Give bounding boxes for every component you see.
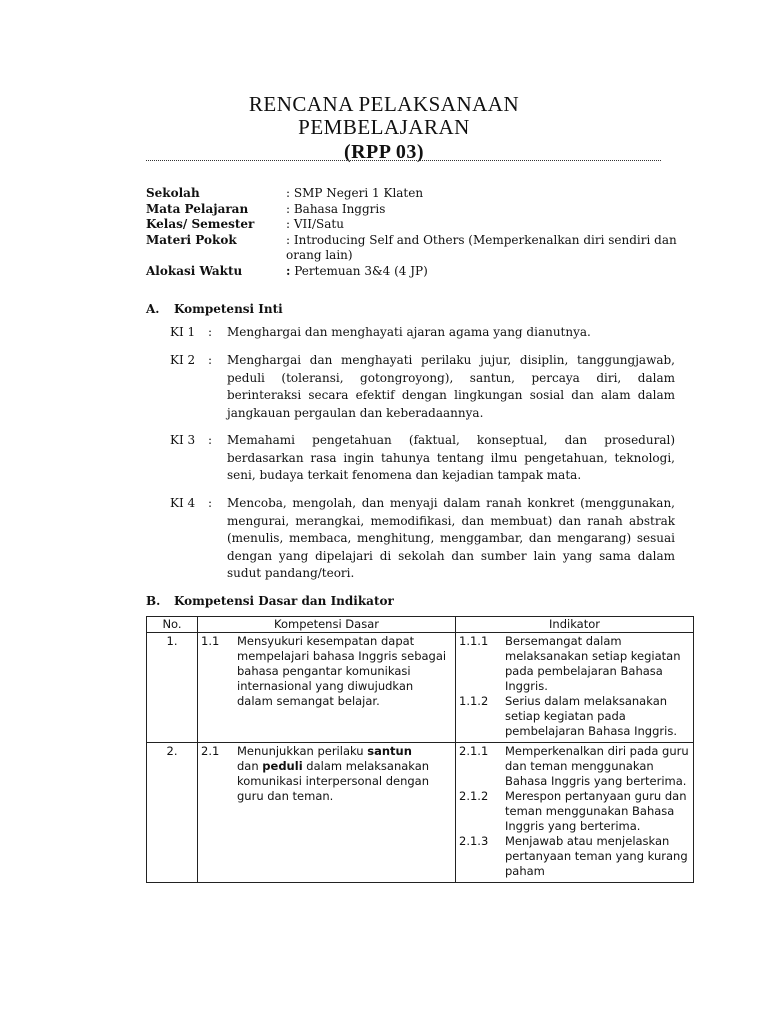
section-b-heading [146, 594, 394, 608]
kd-item [201, 744, 452, 804]
indicator-text: Bersemangat dalam melaksanakan setiap kegiatan pada pembelajaran Bahasa Inggris. [505, 634, 681, 693]
table-row [147, 633, 694, 743]
ki-text: Mencoba, mengolah, dan menyaji dalam ranah konkret (menggunakan, mengurai, merangkai, memodifikasi, dan membuat) dan ranah abstrak (menulis, membaca, menghitung, menggambar, dan mengarang) sesuai dengan yang dipelajari di sekolah dan sumber lain yang sama dalam sudut pandang/teori. [227, 496, 675, 580]
kd-cell [198, 633, 456, 743]
table-row [147, 743, 694, 883]
identity-block [146, 186, 686, 279]
ki-code: KI 2 [170, 353, 196, 367]
indicator-number: 1.1.2 [459, 694, 489, 708]
indicator-text: Memperkenalkan diri pada guru dan teman menggunakan Bahasa Inggris yang berterima. [505, 744, 689, 788]
ki-code: KI 3 [170, 433, 196, 447]
indicator-number: 2.1.3 [459, 834, 489, 848]
col-header-kd: Kompetensi Dasar [198, 617, 456, 633]
kd-cell [198, 743, 456, 883]
meta-value: Pertemuan 3&4 (4 JP) [290, 263, 428, 278]
meta-label: Sekolah [146, 186, 200, 200]
ki-colon: : [208, 433, 213, 447]
ki-code: KI 1 [170, 325, 196, 339]
kd-indicator-table [146, 616, 694, 883]
row-number: 2. [147, 743, 198, 883]
indicator-item [459, 694, 690, 739]
ki-item [170, 495, 675, 583]
section-number: B. [146, 594, 161, 608]
indicator-item [459, 834, 690, 879]
ki-item [170, 324, 675, 342]
row-number: 1. [147, 633, 198, 743]
ki-item [170, 432, 675, 485]
kd-text-bold: santun [367, 744, 412, 758]
indicator-item [459, 789, 690, 834]
ki-item [170, 352, 675, 422]
indicator-number: 1.1.1 [459, 634, 489, 648]
meta-value-wrap [286, 264, 686, 280]
doc-title-line1: RENCANA PELAKSANAAN [248, 92, 520, 116]
ki-text: Menghargai dan menghayati perilaku jujur, disiplin, tanggungjawab, peduli (toleransi, gotongroyong), santun, percaya diri, dalam berinteraksi secara efektif dengan lingkungan sosial dan alam dalam jangkauan pergaulan dan keberadaannya. [227, 353, 675, 420]
kd-text-part: dan [237, 759, 263, 773]
doc-title-line3: (RPP 03) [343, 141, 425, 163]
col-header-indikator: Indikator [456, 617, 694, 633]
indicator-text: Serius dalam melaksanakan setiap kegiatan pada pembelajaran Bahasa Inggris. [505, 694, 677, 738]
kd-text-part: dalam melaksanakan komunikasi interpersonal dengan guru dan teman. [237, 759, 430, 803]
section-a-heading [146, 302, 283, 316]
ki-colon: : [208, 496, 213, 510]
ki-text: Memahami pengetahuan (faktual, konseptual, dan prosedural) berdasarkan rasa ingin tahunya tentang ilmu pengetahuan, teknologi, seni, budaya terkait fenomena dan kejadian tampak mata. [227, 433, 675, 482]
kd-text-bold: peduli [262, 759, 303, 773]
meta-value: : Bahasa Inggris [286, 201, 386, 216]
meta-value: : Introducing Self and Others (Memperkenalkan diri sendiri dan orang lain) [286, 232, 677, 263]
meta-row-materi [146, 233, 686, 264]
indicator-cell [456, 743, 694, 883]
meta-label: Alokasi Waktu [146, 263, 243, 278]
meta-label: Kelas/ Semester [146, 217, 255, 232]
indicator-item [459, 744, 690, 789]
col-header-no: No. [147, 617, 198, 633]
meta-row-mapel [146, 202, 686, 218]
meta-colon: : [286, 263, 291, 278]
kd-item [201, 634, 452, 709]
section-title: Kompetensi Inti [174, 302, 283, 316]
ki-colon: : [208, 325, 213, 339]
meta-label: Mata Pelajaran [146, 201, 249, 216]
ki-text: Menghargai dan menghayati ajaran agama yang dianutnya. [227, 325, 591, 339]
meta-value: : SMP Negeri 1 Klaten [286, 186, 424, 200]
doc-title-line2: PEMBELAJARAN [298, 115, 470, 139]
ki-code: KI 4 [170, 496, 196, 510]
indicator-text: Menjawab atau menjelaskan pertanyaan teman yang kurang paham [505, 834, 688, 878]
kd-text [237, 744, 452, 804]
kd-number: 1.1 [201, 634, 220, 648]
indicator-item [459, 634, 690, 694]
ki-colon: : [208, 353, 213, 367]
section-title: Kompetensi Dasar dan Indikator [174, 594, 394, 608]
kd-text-part: Menunjukkan perilaku [237, 744, 368, 758]
meta-value: : VII/Satu [286, 217, 344, 232]
section-number: A. [146, 302, 160, 316]
table-header-row [147, 617, 694, 633]
title-divider [146, 160, 661, 161]
meta-label: Materi Pokok [146, 232, 237, 247]
kd-number: 2.1 [201, 744, 220, 758]
indicator-cell [456, 633, 694, 743]
meta-row-kelas [146, 217, 686, 233]
indicator-number: 2.1.1 [459, 744, 489, 758]
meta-row-sekolah [146, 186, 686, 202]
indicator-text: Merespon pertanyaan guru dan teman menggunakan Bahasa Inggris yang berterima. [505, 789, 687, 833]
meta-row-alokasi [146, 264, 686, 280]
kd-text: Mensyukuri kesempatan dapat mempelajari bahasa Inggris sebagai bahasa pengantar komunikasi internasional yang diwujudkan dalam semangat belajar. [237, 634, 447, 708]
indicator-number: 2.1.2 [459, 789, 489, 803]
